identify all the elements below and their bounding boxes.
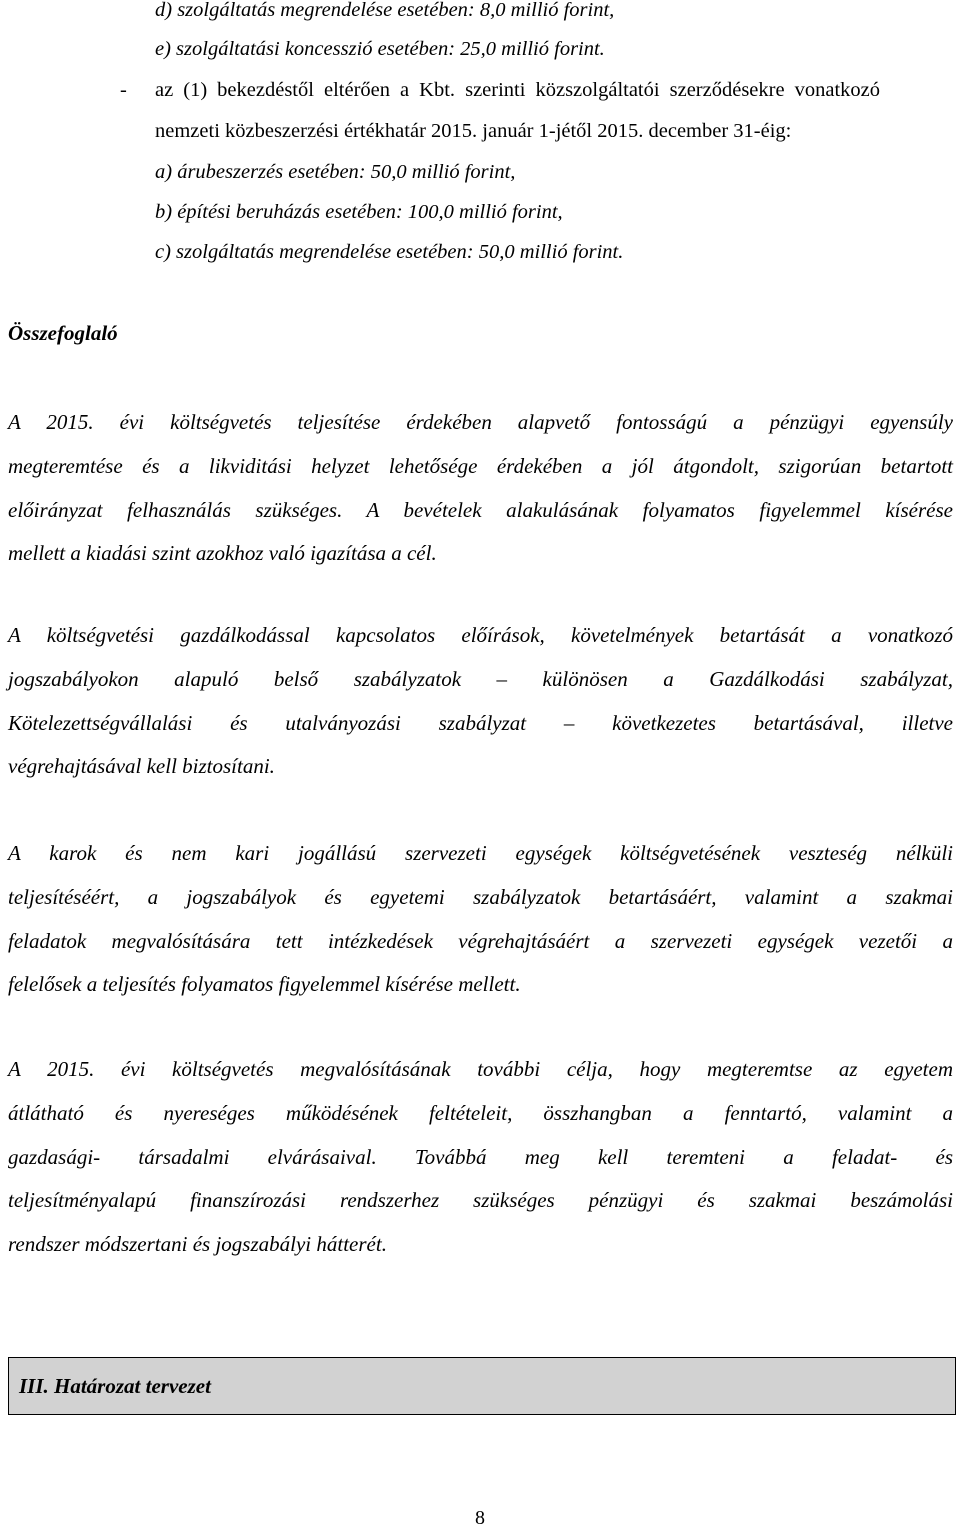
paragraph-3-line: A karok és nem kari jogállású szervezeti egységek költségvetésének veszteség nélküli (8, 841, 953, 865)
list-item-a: a) árubeszerzés esetében: 50,0 millió forint, (155, 161, 516, 183)
section-title-box (8, 1357, 956, 1415)
section-heading: Összefoglaló (8, 321, 118, 345)
paragraph-4-line: átlátható és nyereséges működésének feltételeit, összhangban a fenntartó, valamint a (8, 1100, 953, 1125)
paragraph-4-line: teljesítményalapú finanszírozási rendszerhez szükséges pénzügyi és szakmai beszámolási (8, 1188, 953, 1213)
page-number: 8 (475, 1507, 485, 1529)
list-item-d: d) szolgáltatás megrendelése esetében: 8,0 millió forint, (155, 0, 615, 21)
paragraph-3-line: feladatok megvalósítására tett intézkedések végrehajtásáért a szervezeti egységek vezetői a (8, 928, 953, 953)
list-intro-line-2: nemzeti közbeszerzési értékhatár 2015. január 1-jétől 2015. december 31-éig: (155, 120, 792, 142)
paragraph-4-line: A 2015. évi költségvetés megvalósításának további célja, hogy megteremtse az egyetem (8, 1057, 953, 1081)
list-item-e: e) szolgáltatási koncesszió esetében: 25,0 millió forint. (155, 38, 605, 60)
paragraph-3 (8, 832, 953, 1007)
paragraph-2 (8, 614, 953, 789)
list-intro-line-1: az (1) bekezdéstől eltérően a Kbt. szerinti közszolgáltatói szerződésekre vonatkozó (155, 79, 880, 101)
paragraph-2-line: Kötelezettségvállalási és utalványozási szabályzat – következetes betartásával, illetve (8, 710, 953, 735)
paragraph-2-line: végrehajtásával kell biztosítani. (8, 754, 275, 779)
list-item-c: c) szolgáltatás megrendelése esetében: 50,0 millió forint. (155, 241, 624, 263)
paragraph-1-line: A 2015. évi költségvetés teljesítése érdekében alapvető fontosságú a pénzügyi egyensúly (8, 410, 953, 434)
paragraph-2-line: jogszabályokon alapuló belső szabályzatok – különösen a Gazdálkodási szabályzat, (8, 666, 953, 691)
list-item-b: b) építési beruházás esetében: 100,0 millió forint, (155, 201, 563, 223)
paragraph-4 (8, 1048, 953, 1267)
paragraph-1 (8, 401, 953, 576)
paragraph-1-line: előirányzat felhasználás szükséges. A bevételek alakulásának folyamatos figyelemmel kísérése (8, 497, 953, 522)
list-dash-bullet: - (120, 79, 127, 101)
paragraph-1-line: mellett a kiadási szint azokhoz való igazítása a cél. (8, 541, 437, 566)
paragraph-4-line: rendszer módszertani és jogszabályi hátterét. (8, 1232, 387, 1257)
section-title: III. Határozat tervezet (19, 1374, 211, 1398)
paragraph-3-line: teljesítéséért, a jogszabályok és egyetemi szabályzatok betartásáért, valamint a szakmai (8, 884, 953, 909)
paragraph-4-line: gazdasági- társadalmi elvárásaival. Továbbá meg kell teremteni a feladat- és (8, 1144, 953, 1169)
paragraph-3-line: felelősek a teljesítés folyamatos figyelemmel kísérése mellett. (8, 972, 521, 997)
paragraph-2-line: A költségvetési gazdálkodással kapcsolatos előírások, követelmények betartását a vonatkozó (8, 623, 953, 647)
paragraph-1-line: megteremtése és a likviditási helyzet lehetősége érdekében a jól átgondolt, szigorúan betartott (8, 453, 953, 478)
